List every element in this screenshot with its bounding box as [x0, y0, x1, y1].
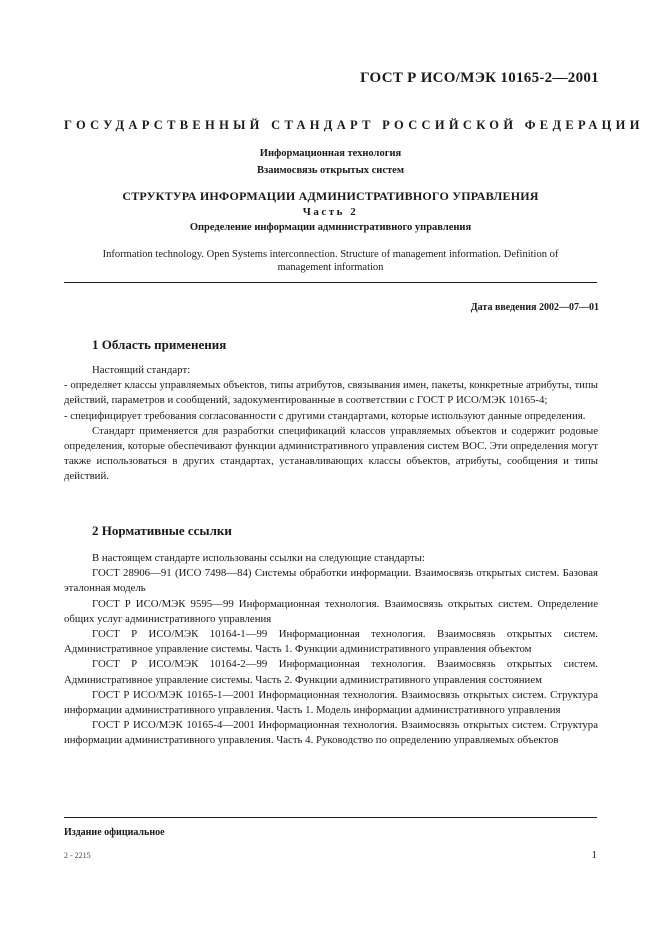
- section-1-heading: 1 Область применения: [92, 337, 227, 352]
- paragraph: Стандарт применяется для разработки спецификаций классов управляемых объектов и содержит родовые определения, которые обеспечивают функции административного управления систем ВОС. Эти определения могут также использоваться в других стандартах, устанавливающих классы объектов, атрибуты, сообщения и типы действий.: [64, 424, 598, 483]
- part-label: Часть 2: [302, 206, 359, 218]
- standard-title: ГОСУДАРСТВЕННЫЙ СТАНДАРТ РОССИЙСКОЙ ФЕДЕРАЦИИ: [64, 118, 644, 132]
- paragraph: В настоящем стандарте использованы ссылки на следующие стандарты:: [92, 552, 425, 564]
- reference-item: ГОСТ Р ИСО/МЭК 10164-2—99 Информационная технология. Взаимосвязь открытых систем. Административное управление системы. Часть 2. Функции административного управления состоянием: [64, 658, 598, 686]
- subtitle-osi: Взаимосвязь открытых систем: [257, 165, 404, 176]
- print-code: 2 - 2215: [64, 851, 91, 860]
- reference-item: ГОСТ Р ИСО/МЭК 10165-4—2001 Информационная технология. Взаимосвязь открытых систем. Структура информации административного управления. Часть 4. Руководство по определению управляемых объектов: [64, 719, 598, 747]
- reference-item: ГОСТ Р ИСО/МЭК 10165-1—2001 Информационная технология. Взаимосвязь открытых систем. Структура информации административного управления. Часть 1. Модель информации административного управления: [64, 688, 598, 717]
- reference-item: ГОСТ Р ИСО/МЭК 9595—99 Информационная технология. Взаимосвязь открытых систем. Определение общих услуг административного управления: [64, 597, 598, 625]
- section-2-heading: 2 Нормативные ссылки: [92, 523, 232, 538]
- part-title: Определение информации административного управления: [189, 222, 472, 233]
- footer-divider: [64, 817, 597, 818]
- effective-date: Дата введения 2002—07—01: [470, 302, 599, 313]
- edition-label: Издание официальное: [64, 827, 165, 838]
- paragraph: Настоящий стандарт:: [92, 364, 191, 376]
- section-1-body: [64, 363, 598, 485]
- document-code: ГОСТ Р ИСО/МЭК 10165-2—2001: [360, 70, 599, 86]
- subtitle-info-tech: Информационная технология: [259, 148, 402, 159]
- title-divider: [64, 282, 597, 283]
- paragraph: - специфицирует требования согласованности с другими стандартами, которые используют данные определения.: [64, 409, 586, 422]
- paragraph: - определяет классы управляемых объектов, типы атрибутов, связывания имен, пакеты, конкретные атрибуты, типы действий, параметров и сообщений, задокументированные в соответствии с ГОСТ Р ИСО/МЭК 10165-4;: [64, 379, 598, 407]
- reference-item: ГОСТ Р ИСО/МЭК 10164-1—99 Информационная технология. Взаимосвязь открытых систем. Административное управление системы. Часть 1. Функции административного управления объектом: [64, 628, 598, 656]
- page-number: 1: [591, 849, 597, 861]
- section-2-body: [64, 551, 598, 749]
- reference-item: ГОСТ 28906—91 (ИСО 7498—84) Системы обработки информации. Взаимосвязь открытых систем. Базовая эталонная модель: [64, 567, 598, 595]
- main-title: СТРУКТУРА ИНФОРМАЦИИ АДМИНИСТРАТИВНОГО УПРАВЛЕНИЯ: [122, 189, 539, 203]
- english-title: Information technology. Open Systems interconnection. Structure of management information. Definition of management information: [102, 249, 559, 273]
